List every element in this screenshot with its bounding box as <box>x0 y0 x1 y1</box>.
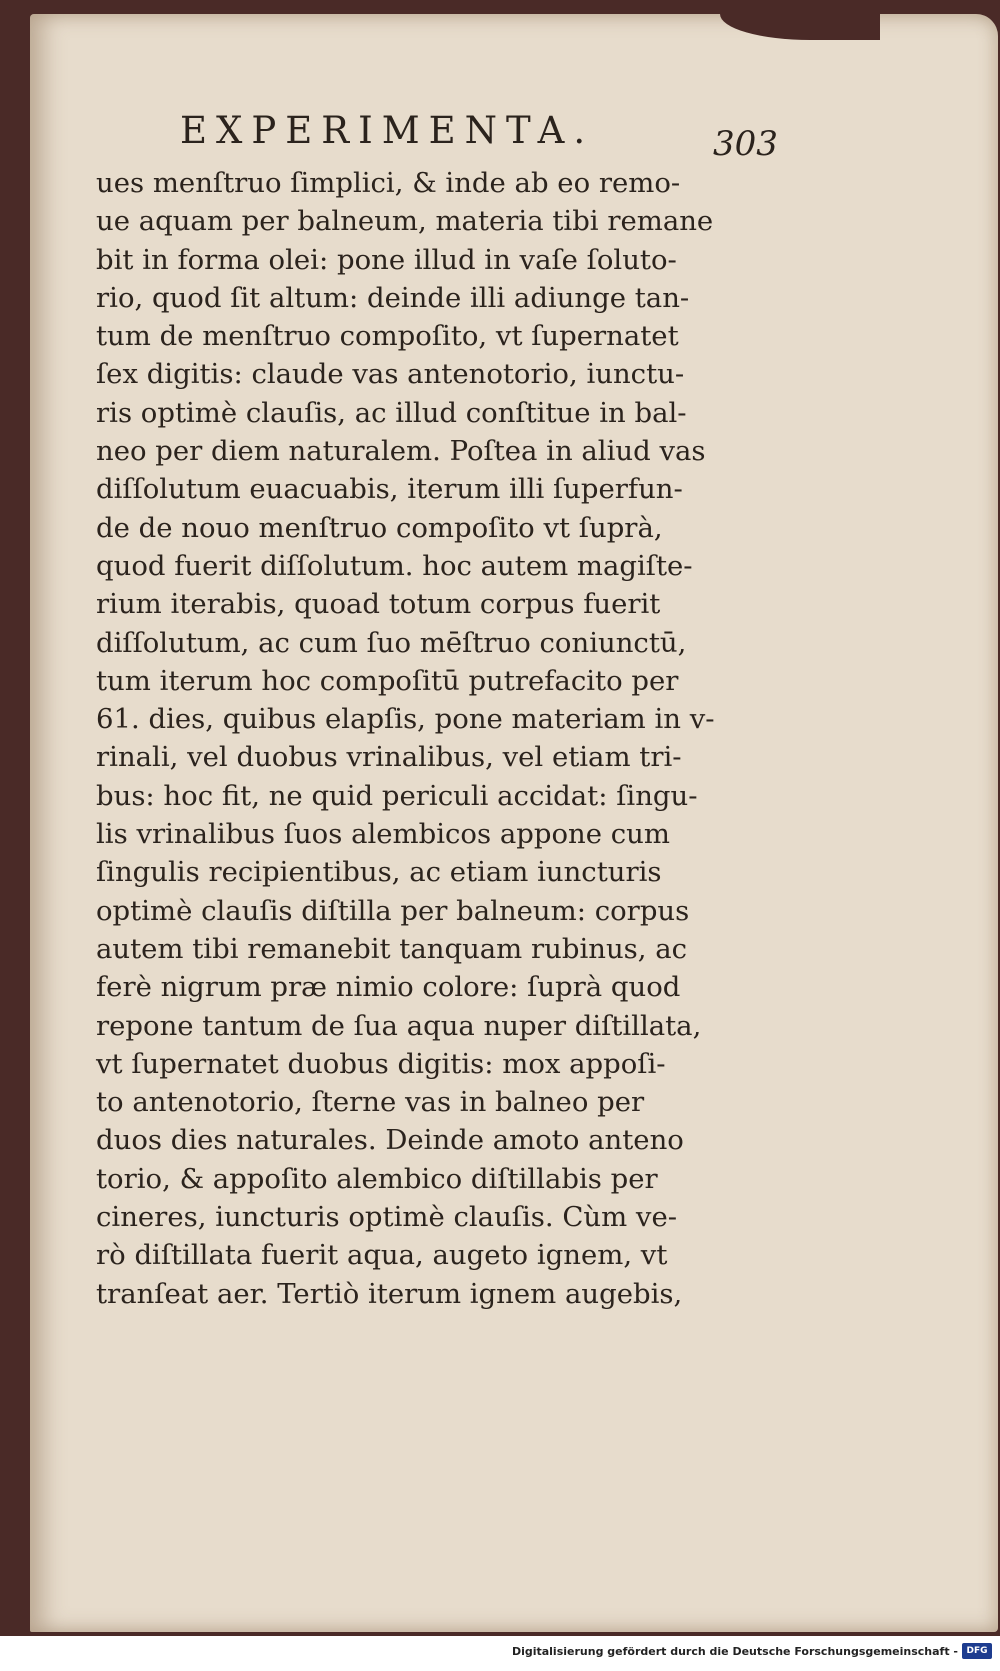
text-line: bit in forma olei: pone illud in vaſe ſoluto- <box>96 243 677 276</box>
text-line: ris optimè clauſis, ac illud conſtitue in bal- <box>96 396 687 429</box>
text-line: ues menſtruo ſimplici, & inde ab eo remo- <box>96 167 681 199</box>
text-line: rinali, vel duobus vrinalibus, vel etiam tri- <box>96 741 682 774</box>
text-body <box>96 164 756 1313</box>
book-page <box>30 14 998 1632</box>
running-head: EXPERIMENTA. <box>180 109 595 152</box>
dfg-logo: DFG <box>962 1643 992 1659</box>
text-line: de de nouo menſtruo compoſito vt ſuprà, <box>96 511 663 544</box>
text-line: neo per diem naturalem. Poſtea in aliud vas <box>96 435 706 468</box>
text-line: ue aquam per balneum, materia tibi remane <box>96 205 714 238</box>
text-line: rio, quod ſit altum: deinde illi adiunge tan- <box>96 281 690 314</box>
text-line: torio, & appoſito alembico diſtillabis per <box>96 1162 658 1195</box>
text-line: rium iterabis, quoad totum corpus fuerit <box>96 588 661 621</box>
text-line: 61. dies, quibus elapſis, pone materiam in v- <box>96 703 715 736</box>
text-line: bus: hoc fit, ne quid periculi accidat: ſingu- <box>96 779 698 812</box>
text-line: ferè nigrum præ nimio colore: ſuprà quod <box>96 971 681 1004</box>
text-line: diſſolutum euacuabis, iterum illi ſuperfun- <box>96 473 683 506</box>
text-line: tum iterum hoc compoſitū putrefacito per <box>96 664 679 697</box>
text-line: lis vrinalibus ſuos alembicos appone cum <box>96 818 670 851</box>
text-line: ſex digitis: claude vas antenotorio, iunctu- <box>96 358 685 391</box>
text-line: ſingulis recipientibus, ac etiam iuncturis <box>96 856 662 889</box>
text-line: repone tantum de ſua aqua nuper diſtillata, <box>96 1009 702 1042</box>
text-line: quod fuerit diſſolutum. hoc autem magiſte- <box>96 549 693 582</box>
text-line: rò diſtillata fuerit aqua, augeto ignem, vt <box>96 1239 668 1272</box>
text-line: optimè clauſis diſtilla per balneum: corpus <box>96 894 690 927</box>
text-line: diſſolutum, ac cum ſuo mēſtruo coniunctū, <box>96 626 687 659</box>
text-line: autem tibi remanebit tanquam rubinus, ac <box>96 932 688 965</box>
page-number: 303 <box>713 124 778 164</box>
text-line: vt ſupernatet duobus digitis: mox appoſi- <box>96 1047 666 1080</box>
text-line: tranſeat aer. Tertiò iterum ignem augebis, <box>96 1277 683 1310</box>
footer-bar <box>0 1636 1000 1671</box>
text-line: to antenotorio, ſterne vas in balneo per <box>96 1086 645 1119</box>
text-line: cineres, iuncturis optimè clauſis. Cùm ve- <box>96 1201 678 1234</box>
funding-credit: Digitalisierung gefördert durch die Deutsche Forschungsgemeinschaft - <box>511 1645 958 1658</box>
text-line: tum de menſtruo compoſito, vt ſupernatet <box>96 320 679 353</box>
text-line: duos dies naturales. Deinde amoto anteno <box>96 1124 684 1157</box>
